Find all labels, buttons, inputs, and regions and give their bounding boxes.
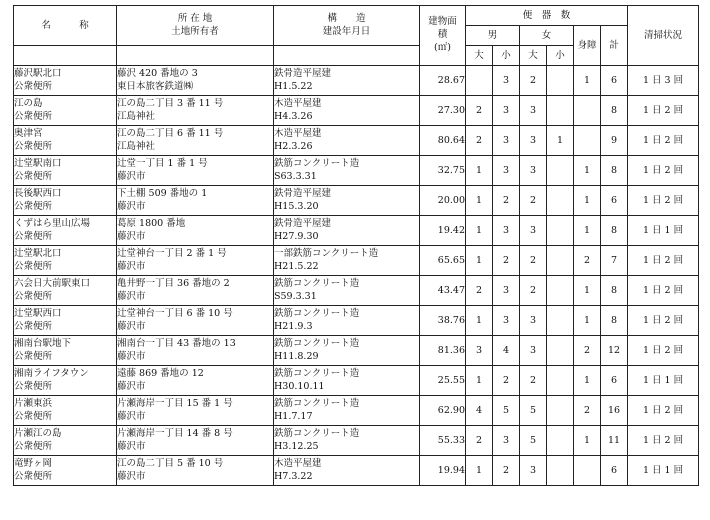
table-row bbox=[14, 306, 699, 336]
male-small-count: 3 bbox=[493, 216, 520, 246]
total-count: 8 bbox=[601, 276, 628, 306]
cleaning-frequency: 1 日 2 回 bbox=[628, 246, 699, 276]
location-cell bbox=[117, 66, 274, 96]
male-large-count: 1 bbox=[466, 246, 493, 276]
facility-name: 竜野ヶ岡 bbox=[14, 457, 53, 469]
disabled-count: 2 bbox=[574, 396, 601, 426]
female-large-count: 2 bbox=[520, 276, 547, 306]
floor-area: 27.30 bbox=[420, 96, 466, 126]
male-large-count: 1 bbox=[466, 456, 493, 486]
land-owner: 藤沢市 bbox=[117, 200, 146, 212]
location-address: 湘南台一丁目 43 番地の 13 bbox=[117, 337, 236, 349]
structure-type: 木造平屋建 bbox=[274, 457, 322, 469]
location-address: 片瀬海岸一丁目 15 番 1 号 bbox=[117, 397, 233, 409]
construction-date: H2.3.26 bbox=[274, 140, 313, 152]
disabled-count bbox=[574, 96, 601, 126]
facility-name-cell bbox=[14, 216, 117, 246]
header-male-small: 小 bbox=[493, 46, 520, 66]
toilet-inventory-table bbox=[13, 5, 699, 486]
total-count: 6 bbox=[601, 366, 628, 396]
male-small-count: 2 bbox=[493, 366, 520, 396]
female-small-count bbox=[547, 366, 574, 396]
male-large-count: 2 bbox=[466, 126, 493, 156]
structure-cell bbox=[274, 306, 420, 336]
land-owner: 藤沢市 bbox=[117, 470, 146, 482]
location-cell bbox=[117, 306, 274, 336]
table-row bbox=[14, 426, 699, 456]
land-owner: 藤沢市 bbox=[117, 380, 146, 392]
location-cell bbox=[117, 456, 274, 486]
male-small-count: 3 bbox=[493, 126, 520, 156]
table-body bbox=[14, 66, 699, 486]
toilet-inventory-sheet bbox=[13, 5, 698, 486]
male-large-count: 4 bbox=[466, 396, 493, 426]
facility-name: 辻堂駅北口 bbox=[14, 247, 62, 259]
construction-date: S59.3.31 bbox=[274, 290, 317, 302]
location-cell bbox=[117, 126, 274, 156]
disabled-count: 1 bbox=[574, 216, 601, 246]
land-owner: 藤沢市 bbox=[117, 320, 146, 332]
female-large-count: 2 bbox=[520, 186, 547, 216]
facility-name: 江の島 bbox=[14, 97, 43, 109]
header-structure-line2: 建設年月日 bbox=[322, 25, 371, 37]
female-small-count bbox=[547, 156, 574, 186]
location-address: 下土棚 509 番地の 1 bbox=[117, 187, 208, 199]
construction-date: H27.9.30 bbox=[274, 230, 319, 242]
facility-name: 六会日大前駅東口 bbox=[14, 277, 91, 289]
header-female: 女 bbox=[520, 26, 574, 46]
female-large-count: 3 bbox=[520, 156, 547, 186]
total-count: 9 bbox=[601, 126, 628, 156]
disabled-count bbox=[574, 126, 601, 156]
floor-area: 65.65 bbox=[420, 246, 466, 276]
header-area bbox=[420, 6, 466, 66]
disabled-count: 1 bbox=[574, 186, 601, 216]
structure-cell bbox=[274, 156, 420, 186]
structure-cell bbox=[274, 246, 420, 276]
header-female-small: 小 bbox=[547, 46, 574, 66]
facility-name-cell bbox=[14, 366, 117, 396]
land-owner: 藤沢市 bbox=[117, 230, 146, 242]
total-count: 7 bbox=[601, 246, 628, 276]
construction-date: H21.5.22 bbox=[274, 260, 319, 272]
facility-name-cell bbox=[14, 306, 117, 336]
male-small-count: 2 bbox=[493, 456, 520, 486]
facility-type: 公衆便所 bbox=[14, 320, 53, 332]
disabled-count: 1 bbox=[574, 276, 601, 306]
header-total: 計 bbox=[601, 26, 628, 66]
location-address: 辻堂神台一丁目 2 番 1 号 bbox=[117, 247, 227, 259]
table-row bbox=[14, 246, 699, 276]
disabled-count: 2 bbox=[574, 246, 601, 276]
floor-area: 38.76 bbox=[420, 306, 466, 336]
female-small-count bbox=[547, 276, 574, 306]
male-small-count: 3 bbox=[493, 426, 520, 456]
facility-type: 公衆便所 bbox=[14, 80, 53, 92]
structure-cell bbox=[274, 366, 420, 396]
location-address: 亀井野一丁目 36 番地の 2 bbox=[117, 277, 230, 289]
location-address: 江の島二丁目 3 番 11 号 bbox=[117, 97, 224, 109]
total-count: 11 bbox=[601, 426, 628, 456]
total-count: 8 bbox=[601, 216, 628, 246]
female-small-count bbox=[547, 216, 574, 246]
female-large-count: 3 bbox=[520, 216, 547, 246]
floor-area: 19.42 bbox=[420, 216, 466, 246]
structure-type: 鉄筋コンクリート造 bbox=[274, 367, 360, 379]
structure-cell bbox=[274, 126, 420, 156]
table-row bbox=[14, 126, 699, 156]
female-small-count bbox=[547, 96, 574, 126]
facility-type: 公衆便所 bbox=[14, 470, 53, 482]
structure-type: 鉄筋コンクリート造 bbox=[274, 277, 360, 289]
table-row bbox=[14, 156, 699, 186]
construction-date: H1.5.22 bbox=[274, 80, 313, 92]
header-location-line1: 所 在 地 bbox=[177, 12, 213, 24]
male-large-count: 3 bbox=[466, 336, 493, 366]
female-small-count bbox=[547, 246, 574, 276]
facility-name-cell bbox=[14, 186, 117, 216]
structure-type: 鉄骨造平屋建 bbox=[274, 67, 332, 79]
location-address: 遠藤 869 番地の 12 bbox=[117, 367, 204, 379]
facility-name-cell bbox=[14, 276, 117, 306]
table-row bbox=[14, 396, 699, 426]
header-structure bbox=[274, 6, 420, 46]
location-cell bbox=[117, 216, 274, 246]
female-large-count: 3 bbox=[520, 96, 547, 126]
structure-cell bbox=[274, 66, 420, 96]
facility-type: 公衆便所 bbox=[14, 260, 53, 272]
total-count: 12 bbox=[601, 336, 628, 366]
facility-name-cell bbox=[14, 336, 117, 366]
header-male-large: 大 bbox=[466, 46, 493, 66]
facility-name: 長後駅西口 bbox=[14, 187, 62, 199]
female-small-count bbox=[547, 336, 574, 366]
construction-date: S63.3.31 bbox=[274, 170, 317, 182]
header-male: 男 bbox=[466, 26, 520, 46]
structure-type: 木造平屋建 bbox=[274, 97, 322, 109]
total-count: 8 bbox=[601, 156, 628, 186]
construction-date: H4.3.26 bbox=[274, 110, 313, 122]
male-small-count: 3 bbox=[493, 276, 520, 306]
floor-area: 28.67 bbox=[420, 66, 466, 96]
table-row bbox=[14, 66, 699, 96]
female-large-count: 5 bbox=[520, 426, 547, 456]
male-large-count: 1 bbox=[466, 156, 493, 186]
cleaning-frequency: 1 日 2 回 bbox=[628, 156, 699, 186]
facility-type: 公衆便所 bbox=[14, 350, 53, 362]
facility-name-cell bbox=[14, 456, 117, 486]
male-small-count: 4 bbox=[493, 336, 520, 366]
header-area-line1: 建物面 bbox=[428, 16, 457, 27]
structure-cell bbox=[274, 186, 420, 216]
cleaning-frequency: 1 日 1 回 bbox=[628, 456, 699, 486]
facility-name: 片瀬江の島 bbox=[14, 427, 62, 439]
structure-type: 鉄筋コンクリート造 bbox=[274, 427, 360, 439]
facility-type: 公衆便所 bbox=[14, 440, 53, 452]
female-small-count bbox=[547, 186, 574, 216]
disabled-count: 2 bbox=[574, 336, 601, 366]
facility-name-cell bbox=[14, 96, 117, 126]
total-count: 6 bbox=[601, 456, 628, 486]
structure-type: 木造平屋建 bbox=[274, 127, 322, 139]
cleaning-frequency: 1 日 2 回 bbox=[628, 396, 699, 426]
structure-cell bbox=[274, 336, 420, 366]
location-address: 葛原 1800 番地 bbox=[117, 217, 186, 229]
land-owner: 藤沢市 bbox=[117, 290, 146, 302]
female-small-count bbox=[547, 306, 574, 336]
structure-cell bbox=[274, 216, 420, 246]
facility-name: くずはら里山広場 bbox=[14, 217, 91, 229]
total-count: 8 bbox=[601, 306, 628, 336]
structure-type: 鉄骨造平屋建 bbox=[274, 217, 332, 229]
table-row bbox=[14, 186, 699, 216]
facility-type: 公衆便所 bbox=[14, 110, 53, 122]
male-large-count: 2 bbox=[466, 276, 493, 306]
floor-area: 20.00 bbox=[420, 186, 466, 216]
table-header bbox=[14, 6, 699, 66]
male-large-count: 1 bbox=[466, 366, 493, 396]
cleaning-frequency: 1 日 2 回 bbox=[628, 96, 699, 126]
floor-area: 81.36 bbox=[420, 336, 466, 366]
facility-name: 湘南ライフタウン bbox=[14, 367, 89, 379]
construction-date: H7.3.22 bbox=[274, 470, 313, 482]
location-address: 江の島二丁目 5 番 10 号 bbox=[117, 457, 224, 469]
header-name: 名 称 bbox=[14, 6, 117, 46]
land-owner: 藤沢市 bbox=[117, 440, 146, 452]
land-owner: 藤沢市 bbox=[117, 410, 146, 422]
location-cell bbox=[117, 246, 274, 276]
location-cell bbox=[117, 276, 274, 306]
male-large-count: 2 bbox=[466, 426, 493, 456]
facility-name-cell bbox=[14, 396, 117, 426]
header-disabled: 身障 bbox=[574, 26, 601, 66]
facility-name: 片瀬東浜 bbox=[14, 397, 53, 409]
total-count: 6 bbox=[601, 66, 628, 96]
disabled-count: 1 bbox=[574, 306, 601, 336]
structure-type: 鉄筋コンクリート造 bbox=[274, 157, 360, 169]
structure-type: 鉄筋コンクリート造 bbox=[274, 307, 360, 319]
facility-name: 藤沢駅北口 bbox=[14, 67, 62, 79]
structure-cell bbox=[274, 396, 420, 426]
land-owner: 藤沢市 bbox=[117, 260, 146, 272]
header-location bbox=[117, 6, 274, 46]
female-large-count: 3 bbox=[520, 336, 547, 366]
facility-name-cell bbox=[14, 126, 117, 156]
header-cleaning: 清掃状況 bbox=[628, 6, 699, 66]
structure-cell bbox=[274, 456, 420, 486]
male-small-count: 3 bbox=[493, 156, 520, 186]
facility-type: 公衆便所 bbox=[14, 170, 53, 182]
floor-area: 43.47 bbox=[420, 276, 466, 306]
structure-type: 鉄筋コンクリート造 bbox=[274, 337, 360, 349]
facility-type: 公衆便所 bbox=[14, 290, 53, 302]
disabled-count: 1 bbox=[574, 366, 601, 396]
structure-cell bbox=[274, 96, 420, 126]
male-small-count: 3 bbox=[493, 306, 520, 336]
male-large-count: 1 bbox=[466, 216, 493, 246]
header-area-line3: (㎡) bbox=[434, 42, 451, 53]
disabled-count: 1 bbox=[574, 66, 601, 96]
location-cell bbox=[117, 366, 274, 396]
location-address: 片瀬海岸一丁目 14 番 8 号 bbox=[117, 427, 233, 439]
female-small-count bbox=[547, 396, 574, 426]
cleaning-frequency: 1 日 2 回 bbox=[628, 276, 699, 306]
location-address: 辻堂一丁目 1 番 1 号 bbox=[117, 157, 208, 169]
floor-area: 19.94 bbox=[420, 456, 466, 486]
cleaning-frequency: 1 日 2 回 bbox=[628, 306, 699, 336]
construction-date: H3.12.25 bbox=[274, 440, 319, 452]
location-cell bbox=[117, 96, 274, 126]
disabled-count: 1 bbox=[574, 426, 601, 456]
female-large-count: 3 bbox=[520, 126, 547, 156]
table-row bbox=[14, 276, 699, 306]
location-address: 藤沢 420 番地の 3 bbox=[117, 67, 198, 79]
header-location-line2: 土地所有者 bbox=[171, 25, 219, 37]
structure-type: 一部鉄筋コンクリート造 bbox=[274, 247, 379, 259]
floor-area: 62.90 bbox=[420, 396, 466, 426]
facility-name: 辻堂駅西口 bbox=[14, 307, 62, 319]
location-cell bbox=[117, 396, 274, 426]
facility-name-cell bbox=[14, 246, 117, 276]
female-large-count: 2 bbox=[520, 246, 547, 276]
floor-area: 80.64 bbox=[420, 126, 466, 156]
female-small-count: 1 bbox=[547, 126, 574, 156]
facility-name-cell bbox=[14, 156, 117, 186]
female-large-count: 3 bbox=[520, 456, 547, 486]
cleaning-frequency: 1 日 2 回 bbox=[628, 426, 699, 456]
cleaning-frequency: 1 日 3 回 bbox=[628, 66, 699, 96]
construction-date: H21.9.3 bbox=[274, 320, 313, 332]
female-small-count bbox=[547, 66, 574, 96]
table-row bbox=[14, 96, 699, 126]
land-owner: 東日本旅客鉄道㈱ bbox=[117, 80, 194, 92]
male-small-count: 5 bbox=[493, 396, 520, 426]
male-small-count: 3 bbox=[493, 96, 520, 126]
structure-type: 鉄骨造平屋建 bbox=[274, 187, 332, 199]
male-small-count: 3 bbox=[493, 66, 520, 96]
facility-type: 公衆便所 bbox=[14, 410, 53, 422]
facility-type: 公衆便所 bbox=[14, 200, 53, 212]
cleaning-frequency: 1 日 2 回 bbox=[628, 186, 699, 216]
table-row bbox=[14, 456, 699, 486]
female-large-count: 3 bbox=[520, 306, 547, 336]
structure-type: 鉄筋コンクリート造 bbox=[274, 397, 360, 409]
female-small-count bbox=[547, 456, 574, 486]
location-cell bbox=[117, 156, 274, 186]
male-large-count: 2 bbox=[466, 96, 493, 126]
construction-date: H11.8.29 bbox=[274, 350, 319, 362]
male-small-count: 2 bbox=[493, 186, 520, 216]
facility-name: 奥津宮 bbox=[14, 127, 43, 139]
table-row bbox=[14, 366, 699, 396]
location-address: 辻堂神台一丁目 6 番 10 号 bbox=[117, 307, 233, 319]
disabled-count bbox=[574, 456, 601, 486]
header-area-line2: 積 bbox=[437, 29, 448, 40]
facility-name-cell bbox=[14, 426, 117, 456]
structure-cell bbox=[274, 426, 420, 456]
header-female-large: 大 bbox=[520, 46, 547, 66]
facility-name: 湘南台駅地下 bbox=[14, 337, 72, 349]
construction-date: H30.10.11 bbox=[274, 380, 325, 392]
table-row bbox=[14, 216, 699, 246]
female-large-count: 2 bbox=[520, 66, 547, 96]
location-cell bbox=[117, 426, 274, 456]
header-fixtures: 便 器 数 bbox=[466, 6, 628, 26]
floor-area: 55.33 bbox=[420, 426, 466, 456]
female-large-count: 2 bbox=[520, 366, 547, 396]
floor-area: 32.75 bbox=[420, 156, 466, 186]
male-large-count: 1 bbox=[466, 306, 493, 336]
disabled-count: 1 bbox=[574, 156, 601, 186]
male-large-count bbox=[466, 66, 493, 96]
cleaning-frequency: 1 日 2 回 bbox=[628, 336, 699, 366]
female-small-count bbox=[547, 426, 574, 456]
structure-cell bbox=[274, 276, 420, 306]
facility-name-cell bbox=[14, 66, 117, 96]
facility-type: 公衆便所 bbox=[14, 140, 53, 152]
land-owner: 江島神社 bbox=[117, 110, 156, 122]
facility-type: 公衆便所 bbox=[14, 380, 53, 392]
facility-type: 公衆便所 bbox=[14, 230, 53, 242]
header-structure-line1: 構 造 bbox=[327, 12, 366, 24]
land-owner: 藤沢市 bbox=[117, 350, 146, 362]
cleaning-frequency: 1 日 1 回 bbox=[628, 366, 699, 396]
male-small-count: 2 bbox=[493, 246, 520, 276]
floor-area: 25.55 bbox=[420, 366, 466, 396]
total-count: 16 bbox=[601, 396, 628, 426]
land-owner: 藤沢市 bbox=[117, 170, 146, 182]
location-cell bbox=[117, 186, 274, 216]
land-owner: 江島神社 bbox=[117, 140, 156, 152]
table-row bbox=[14, 336, 699, 366]
cleaning-frequency: 1 日 1 回 bbox=[628, 216, 699, 246]
facility-name: 辻堂駅南口 bbox=[14, 157, 62, 169]
female-large-count: 5 bbox=[520, 396, 547, 426]
male-large-count: 1 bbox=[466, 186, 493, 216]
location-cell bbox=[117, 336, 274, 366]
location-address: 江の島二丁目 6 番 11 号 bbox=[117, 127, 224, 139]
total-count: 6 bbox=[601, 186, 628, 216]
total-count: 8 bbox=[601, 96, 628, 126]
construction-date: H1.7.17 bbox=[274, 410, 313, 422]
cleaning-frequency: 1 日 2 回 bbox=[628, 126, 699, 156]
construction-date: H15.3.20 bbox=[274, 200, 319, 212]
